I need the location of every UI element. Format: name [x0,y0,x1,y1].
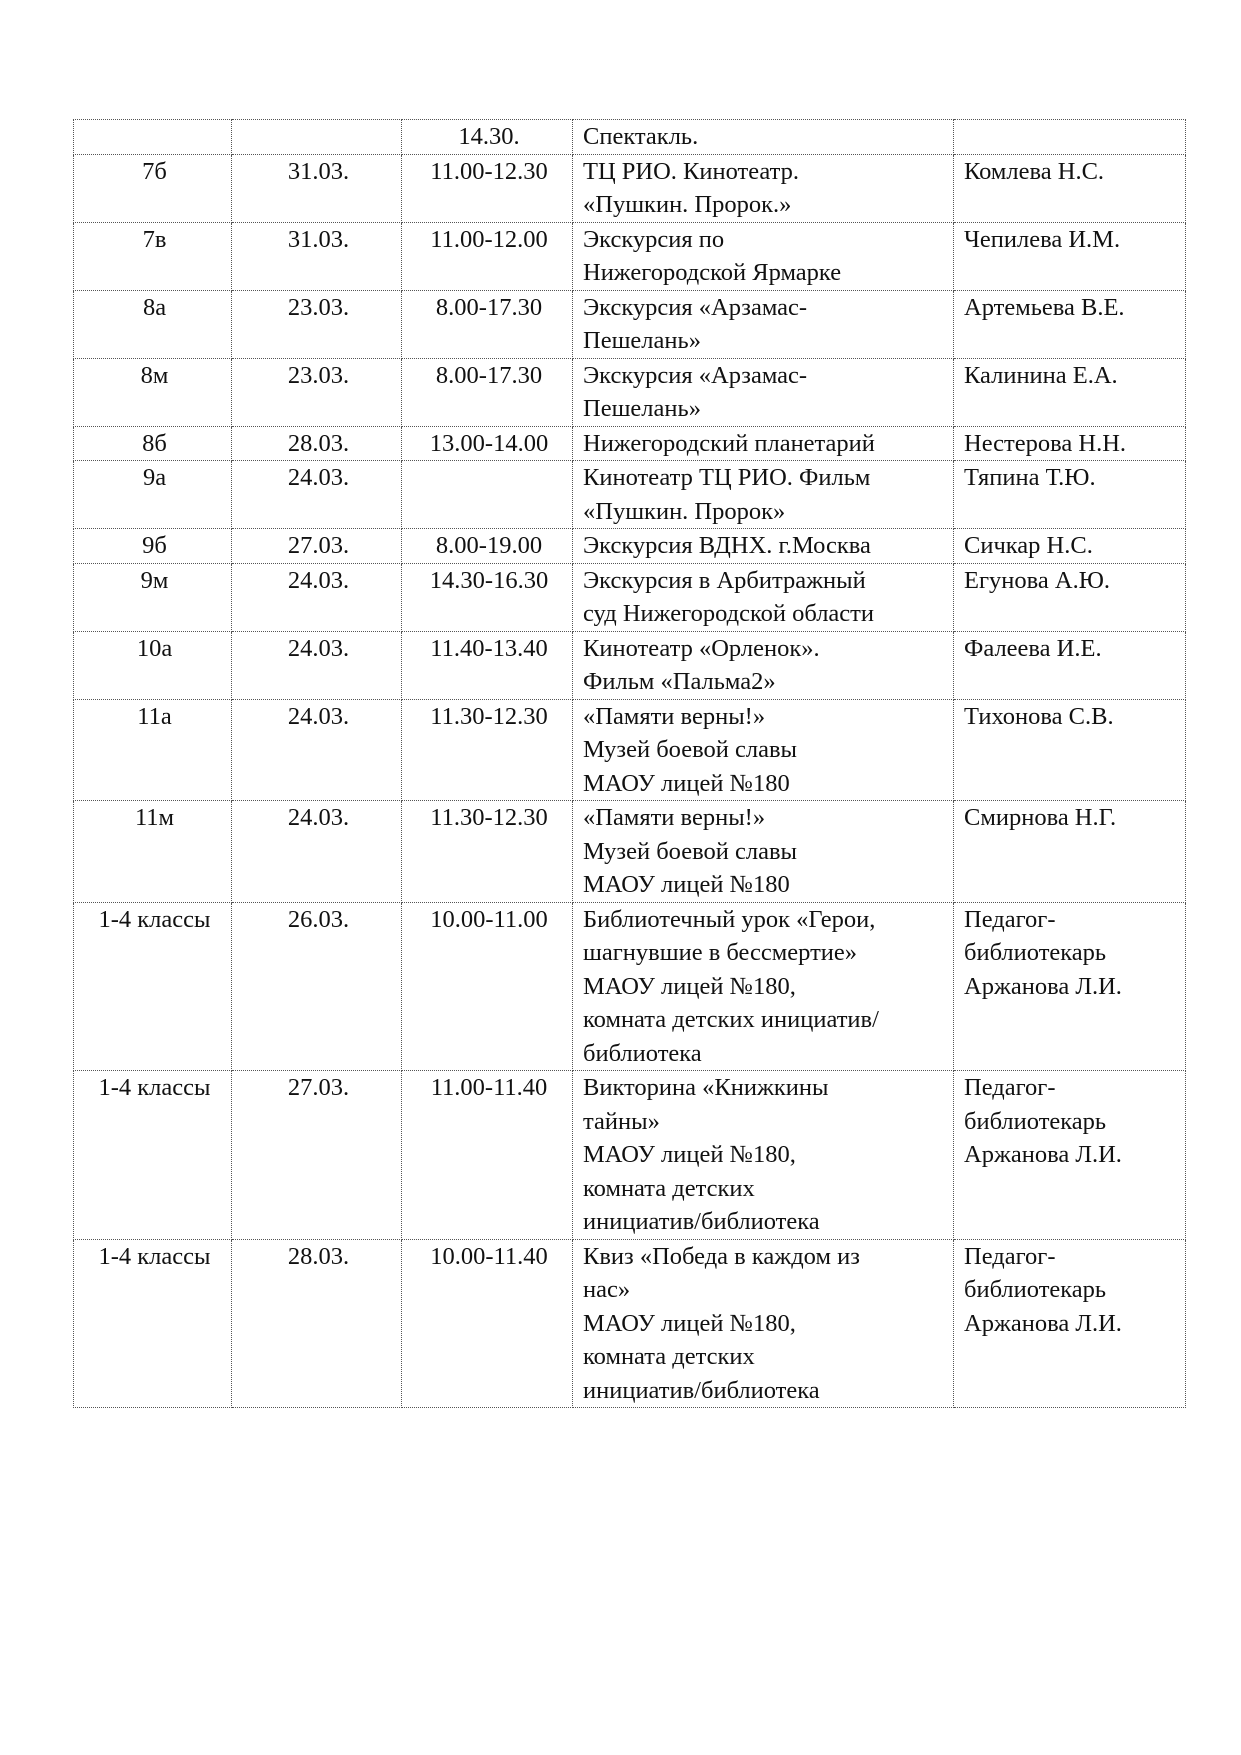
time-cell: 11.30-12.30 [402,699,573,801]
date-cell: 23.03. [232,358,402,426]
event-cell: Экскурсия «Арзамас- Пешелань» [573,290,954,358]
event-cell: ТЦ РИО. Кинотеатр. «Пушкин. Пророк.» [573,154,954,222]
class-cell: 8м [74,358,232,426]
event-cell: Кинотеатр ТЦ РИО. Фильм «Пушкин. Пророк» [573,461,954,529]
date-cell: 23.03. [232,290,402,358]
time-cell: 8.00-17.30 [402,358,573,426]
class-cell: 11м [74,801,232,903]
date-cell: 27.03. [232,1071,402,1240]
class-cell [74,120,232,155]
date-cell: 24.03. [232,461,402,529]
responsible-cell: Комлева Н.С. [954,154,1186,222]
responsible-cell: Чепилева И.М. [954,222,1186,290]
time-cell: 11.00-12.30 [402,154,573,222]
responsible-cell: Фалеева И.Е. [954,631,1186,699]
time-cell: 11.40-13.40 [402,631,573,699]
class-cell: 1-4 классы [74,1239,232,1408]
table-row [74,801,1186,903]
date-cell: 24.03. [232,563,402,631]
class-cell: 10а [74,631,232,699]
table-row [74,461,1186,529]
date-cell [232,120,402,155]
time-cell: 8.00-19.00 [402,529,573,564]
responsible-cell: Нестерова Н.Н. [954,426,1186,461]
time-cell: 14.30-16.30 [402,563,573,631]
class-cell: 8б [74,426,232,461]
time-cell: 11.00-12.00 [402,222,573,290]
table-row [74,631,1186,699]
event-cell: Кинотеатр «Орленок». Фильм «Пальма2» [573,631,954,699]
table-row [74,222,1186,290]
event-cell: «Памяти верны!» Музей боевой славы МАОУ лицей №180 [573,801,954,903]
class-cell: 8а [74,290,232,358]
time-cell [402,461,573,529]
time-cell: 10.00-11.40 [402,1239,573,1408]
time-cell: 14.30. [402,120,573,155]
responsible-cell: Сичкар Н.С. [954,529,1186,564]
event-cell: Квиз «Победа в каждом из нас» МАОУ лицей №180, комната детских инициатив/библиотека [573,1239,954,1408]
date-cell: 24.03. [232,631,402,699]
time-cell: 13.00-14.00 [402,426,573,461]
event-cell: Экскурсия «Арзамас- Пешелань» [573,358,954,426]
date-cell: 24.03. [232,801,402,903]
table-row [74,563,1186,631]
table-row [74,358,1186,426]
class-cell: 1-4 классы [74,1071,232,1240]
table-row [74,1071,1186,1240]
date-cell: 31.03. [232,222,402,290]
responsible-cell: Тихонова С.В. [954,699,1186,801]
responsible-cell: Педагог- библиотекарь Аржанова Л.И. [954,1239,1186,1408]
class-cell: 1-4 классы [74,902,232,1071]
date-cell: 24.03. [232,699,402,801]
table-row [74,699,1186,801]
table-row [74,902,1186,1071]
table-row [74,1239,1186,1408]
time-cell: 10.00-11.00 [402,902,573,1071]
responsible-cell: Артемьева В.Е. [954,290,1186,358]
class-cell: 7в [74,222,232,290]
event-cell: Экскурсия ВДНХ. г.Москва [573,529,954,564]
event-cell: «Памяти верны!» Музей боевой славы МАОУ лицей №180 [573,699,954,801]
responsible-cell: Егунова А.Ю. [954,563,1186,631]
date-cell: 31.03. [232,154,402,222]
date-cell: 28.03. [232,1239,402,1408]
time-cell: 11.30-12.30 [402,801,573,903]
responsible-cell: Педагог- библиотекарь Аржанова Л.И. [954,902,1186,1071]
event-cell: Нижегородский планетарий [573,426,954,461]
event-cell: Экскурсия по Нижегородской Ярмарке [573,222,954,290]
date-cell: 27.03. [232,529,402,564]
responsible-cell: Тяпина Т.Ю. [954,461,1186,529]
class-cell: 11а [74,699,232,801]
table-row [74,426,1186,461]
responsible-cell: Смирнова Н.Г. [954,801,1186,903]
class-cell: 7б [74,154,232,222]
table-row [74,290,1186,358]
event-cell: Экскурсия в Арбитражный суд Нижегородской области [573,563,954,631]
table-row [74,529,1186,564]
table-row [74,154,1186,222]
responsible-cell: Педагог- библиотекарь Аржанова Л.И. [954,1071,1186,1240]
responsible-cell [954,120,1186,155]
class-cell: 9б [74,529,232,564]
responsible-cell: Калинина Е.А. [954,358,1186,426]
event-cell: Викторина «Книжкины тайны» МАОУ лицей №180, комната детских инициатив/библиотека [573,1071,954,1240]
date-cell: 28.03. [232,426,402,461]
table-row [74,120,1186,155]
event-cell: Спектакль. [573,120,954,155]
event-cell: Библиотечный урок «Герои, шагнувшие в бессмертие» МАОУ лицей №180, комната детских инициатив/ библиотека [573,902,954,1071]
time-cell: 8.00-17.30 [402,290,573,358]
date-cell: 26.03. [232,902,402,1071]
class-cell: 9м [74,563,232,631]
class-cell: 9а [74,461,232,529]
time-cell: 11.00-11.40 [402,1071,573,1240]
schedule-table [73,119,1186,1408]
